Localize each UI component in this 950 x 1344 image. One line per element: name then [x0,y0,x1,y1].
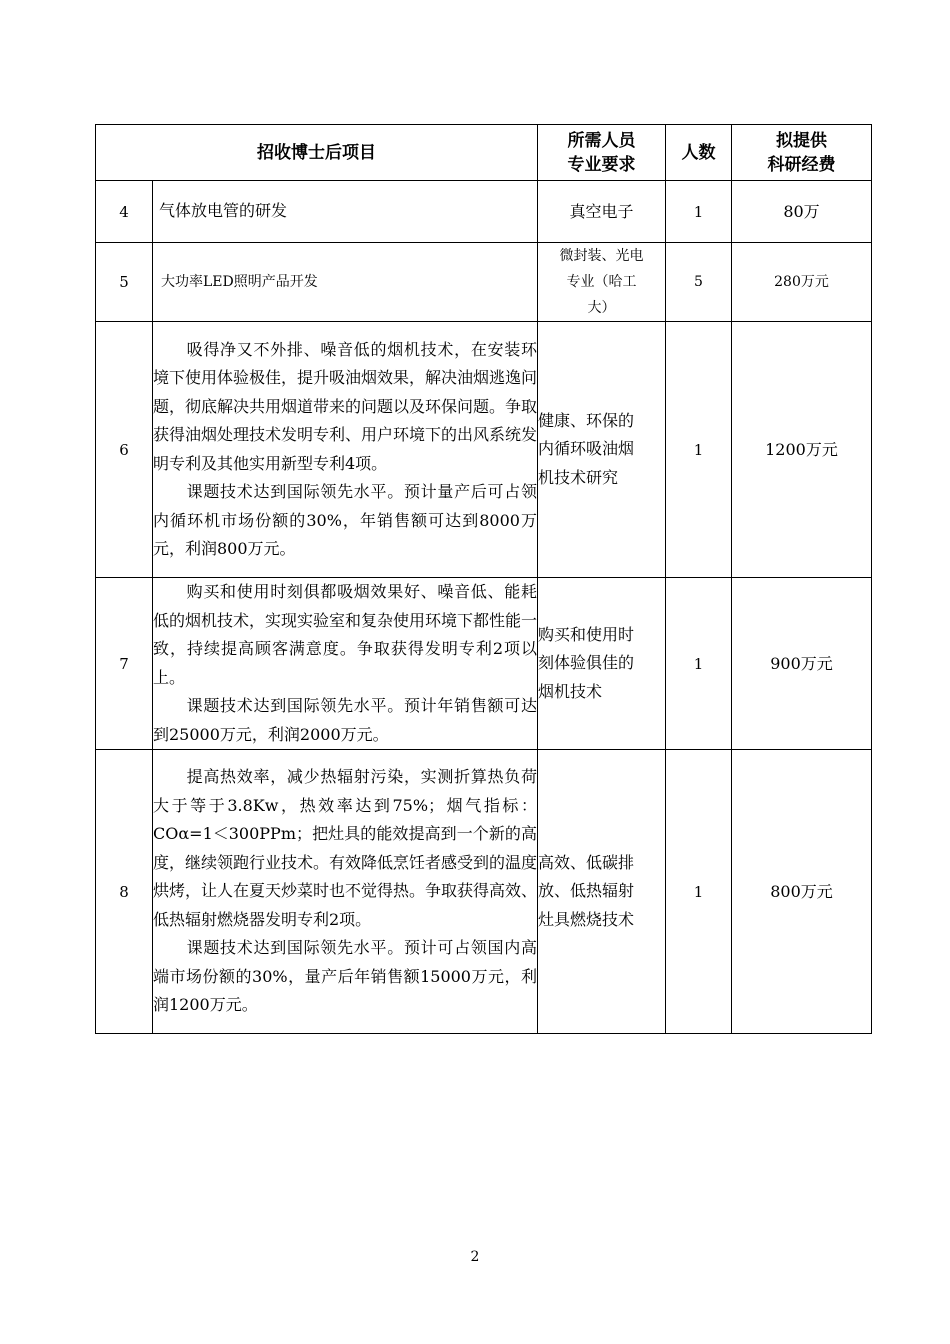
requirement-line: 刻体验俱佳的 [538,653,635,673]
project-description [153,181,538,243]
table-row [96,181,872,243]
requirement-line: 购买和使用时 [538,624,635,644]
requirement-cell [538,181,666,243]
project-paragraph: 提高热效率，减少热辐射污染，实测折算热负荷大于等于3.8Kw，热效率达到75%；烟气指标：COα=1＜300PPm；把灶具的能效提高到一个新的高度，继续领跑行业技术。有效降低烹饪者感受到的温度烘烤，让人在夏天炒菜时也不觉得热。争取获得高效、低热辐射燃烧器发明专利2项。 [153,767,538,929]
count-cell: 1 [666,181,732,243]
funding-cell: 900万元 [732,578,872,750]
header-funding-line1: 拟提供 [776,130,827,151]
project-paragraph: 吸得净又不外排、噪音低的烟机技术，在安装环境下使用体验极佳，提升吸油烟效果，解决油烟逃逸问题，彻底解决共用烟道带来的问题以及环保问题。争取获得油烟处理技术发明专利、用户环境下的出风系统发明专利及其他实用新型专利4项。 [153,339,538,473]
header-project: 招收博士后项目 [96,125,538,181]
project-table [95,124,872,1034]
header-requirement [538,125,666,181]
project-text: 气体放电管的研发 [159,201,288,221]
project-paragraph: 购买和使用时刻俱都吸烟效果好、噪音低、能耗低的烟机技术，实现实验室和复杂使用环境下都性能一致，持续提高顾客满意度。争取获得发明专利2项以上。 [153,582,538,687]
requirement-cell [538,322,666,578]
project-description [153,750,538,1034]
requirement-line: 大） [587,300,616,316]
count-cell: 5 [666,243,732,322]
requirement-line: 放、低热辐射 [538,881,635,901]
header-requirement-line1: 所需人员 [567,130,636,151]
project-text: 大功率LED照明产品开发 [161,273,318,290]
table-row [96,243,872,322]
requirement-line: 内循环吸油烟 [538,439,635,459]
row-number: 7 [96,578,153,750]
row-number: 4 [96,181,153,243]
funding-cell: 1200万元 [732,322,872,578]
row-number: 8 [96,750,153,1034]
project-description [153,322,538,578]
requirement-line: 专业（哈工 [566,274,637,290]
count-cell: 1 [666,750,732,1034]
page-number: 2 [470,1249,480,1265]
requirement-cell [538,578,666,750]
table-row [96,750,872,1034]
project-description [153,578,538,750]
requirement-line: 健康、环保的 [538,410,635,430]
header-count: 人数 [666,125,732,181]
project-paragraph: 课题技术达到国际领先水平。预计年销售额可达到25000万元，利润2000万元。 [153,696,537,744]
row-number: 6 [96,322,153,578]
row-number: 5 [96,243,153,322]
header-requirement-line2: 专业要求 [567,154,636,175]
project-description [153,243,538,322]
requirement-line: 灶具燃烧技术 [538,909,635,929]
funding-cell: 800万元 [732,750,872,1034]
funding-cell: 280万元 [732,243,872,322]
requirement-line: 微封装、光电 [559,248,644,264]
table-row [96,578,872,750]
requirement-line: 机技术研究 [538,467,619,487]
table-row [96,322,872,578]
project-paragraph: 课题技术达到国际领先水平。预计可占领国内高端市场份额的30%，量产后年销售额15000万元，利润1200万元。 [153,938,537,1015]
requirement-cell [538,243,666,322]
requirement-line: 真空电子 [569,201,634,221]
header-funding [732,125,872,181]
project-paragraph: 课题技术达到国际领先水平。预计量产后可占领内循环机市场份额的30%，年销售额可达到8000万元，利润800万元。 [153,482,537,558]
requirement-cell [538,750,666,1034]
count-cell: 1 [666,322,732,578]
requirement-line: 高效、低碳排 [538,852,635,872]
header-funding-line2: 科研经费 [767,154,836,175]
requirement-line: 烟机技术 [538,681,603,701]
table-header-row [96,125,872,181]
funding-cell: 80万 [732,181,872,243]
count-cell: 1 [666,578,732,750]
